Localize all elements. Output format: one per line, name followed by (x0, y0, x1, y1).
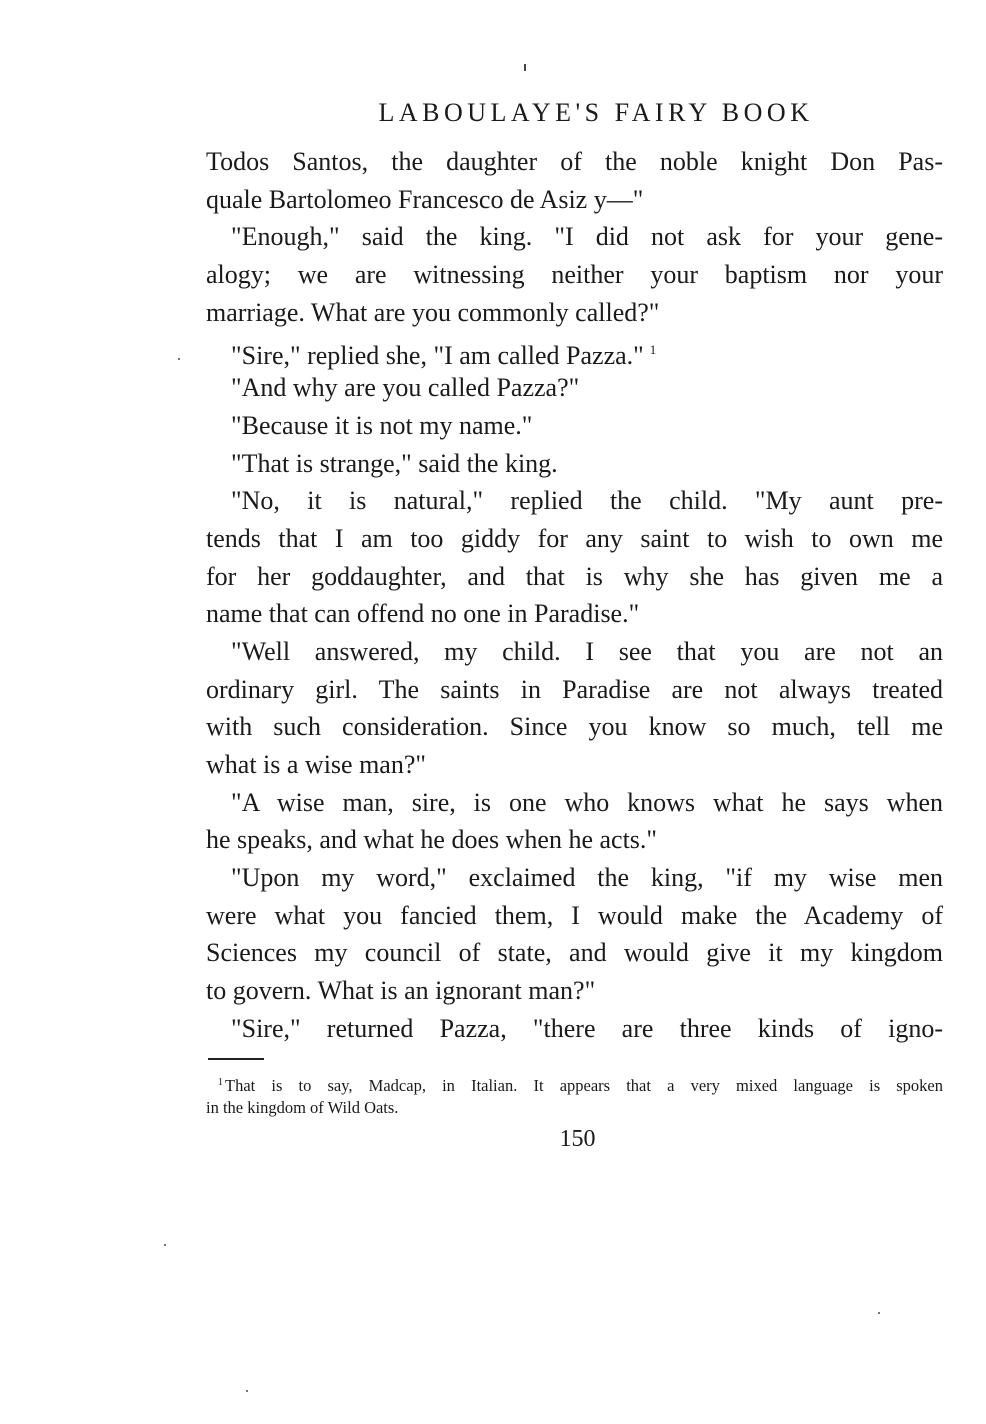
text-line: alogy; we are witnessing neither your baptism nor your (206, 260, 943, 290)
text-line: what is a wise man?" (206, 750, 426, 779)
text-line: name that can offend no one in Paradise." (206, 599, 640, 629)
text-line (206, 331, 943, 369)
text-line: "Because it is not my name." (231, 410, 533, 440)
text-line: tends that I am too giddy for any saint to wish to own me (206, 523, 943, 553)
text-line: to govern. What is an ignorant man?" (206, 976, 596, 1006)
text-line: Sciences my council of state, and would give it my kingdom (206, 938, 943, 968)
text-line: for her goddaughter, and that is why she has given me a (206, 561, 943, 591)
running-head: LABOULAYE'S FAIRY BOOK (378, 98, 814, 127)
scan-speck (878, 1312, 880, 1314)
text-line: were what you fancied them, I would make the Academy of (206, 900, 943, 930)
text-line: Todos Santos, the daughter of the noble knight Don Pas- (206, 147, 943, 176)
text-line: "Enough," said the king. "I did not ask for your gene- (231, 222, 943, 252)
text-line: quale Bartolomeo Francesco de Asiz y—" (206, 184, 644, 214)
text-line: "Well answered, my child. I see that you are not an (231, 636, 943, 666)
page-number: 150 (559, 1126, 596, 1152)
text-line: "A wise man, sire, is one who knows what he says when (231, 787, 943, 817)
text-line: he speaks, and what he does when he acts." (206, 825, 658, 855)
footnote-reference: 1 (649, 342, 657, 358)
scan-speck (164, 1244, 166, 1246)
scan-speck (178, 358, 180, 360)
text-line: with such consideration. Since you know so much, tell me (206, 712, 943, 742)
text-line: "That is strange," said the king. (231, 448, 558, 478)
text-line: marriage. What are you commonly called?" (206, 297, 660, 327)
footnote-text: That is to say, Madcap, in Italian. It appears that a very mixed language is spoken (225, 1076, 943, 1095)
body-text (206, 143, 943, 1048)
footnote-marker: 1 (218, 1077, 223, 1088)
text-line: "Sire," returned Pazza, "there are three kinds of igno- (231, 1013, 943, 1043)
footnote-line: in the kingdom of Wild Oats. (206, 1098, 399, 1117)
text-line: "Upon my word," exclaimed the king, "if my wise men (231, 863, 943, 893)
footnote-line (206, 1072, 943, 1097)
scan-speck (246, 1390, 248, 1392)
footnote (206, 1072, 943, 1119)
text-line: "And why are you called Pazza?" (231, 373, 580, 403)
text-line: "No, it is natural," replied the child. "My aunt pre- (231, 486, 943, 516)
page-tick-mark (524, 64, 526, 71)
text-line-content: "Sire," replied she, "I am called Pazza." (231, 341, 644, 371)
footnote-divider (208, 1058, 264, 1060)
text-line: ordinary girl. The saints in Paradise are not always treated (206, 674, 943, 704)
